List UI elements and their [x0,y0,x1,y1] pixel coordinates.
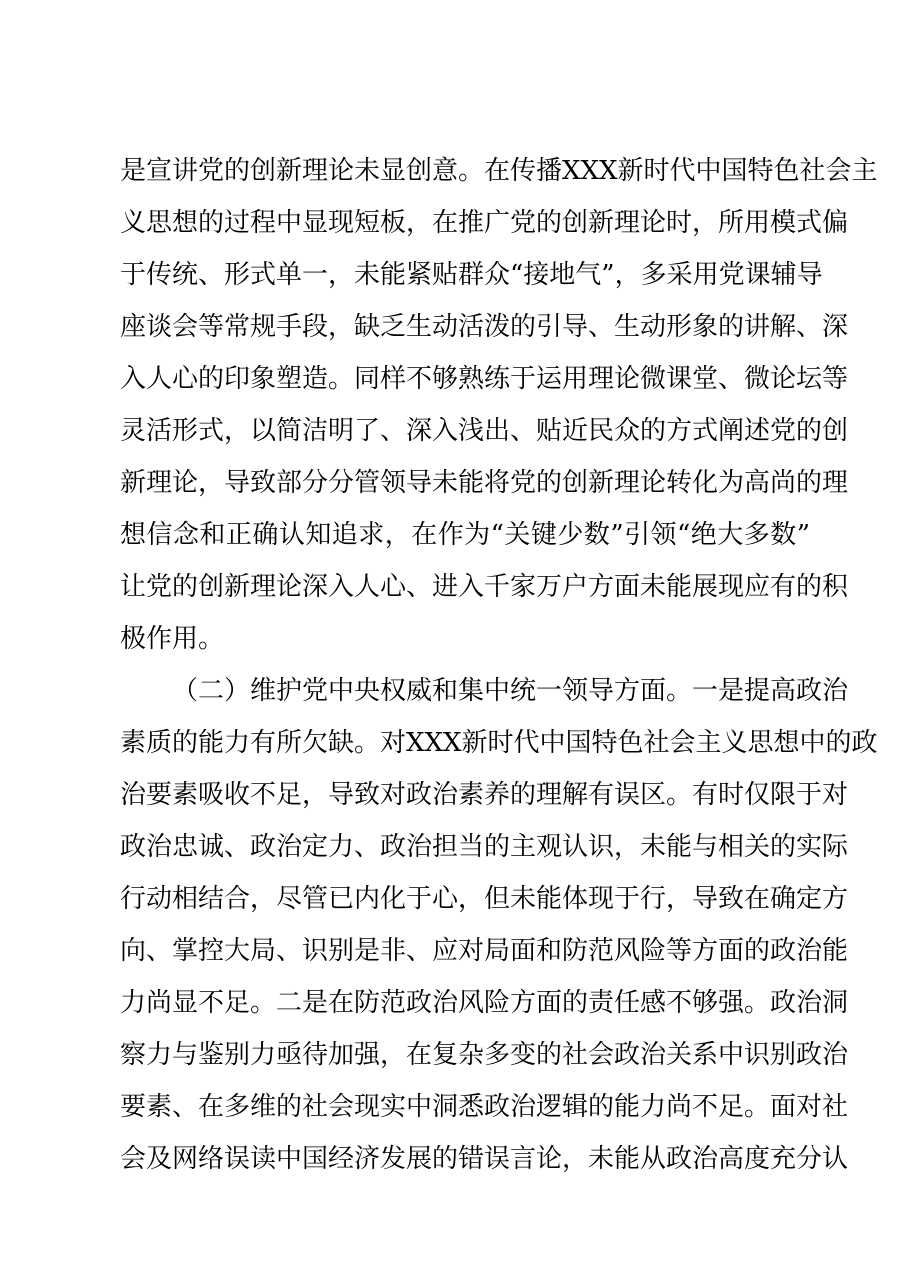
text-line: 想信念和正确认知追求，在作为“关键少数”引领“绝大多数” [120,520,810,550]
text-line: 向、掌控大局、识别是非、应对局面和防范风险等方面的政治能 [120,936,849,966]
text-line: 极作用。 [120,624,225,654]
text-line: 义思想的过程中显现短板，在推广党的创新理论时，所用模式偏 [120,208,849,238]
text-line: 要素、在多维的社会现实中洞悉政治逻辑的能力尚不足。面对社 [120,1092,849,1122]
text-line: 新理论，导致部分分管领导未能将党的创新理论转化为高尚的理 [120,468,849,498]
text-line: 力尚显不足。二是在防范政治风险方面的责任感不够强。政治洞 [120,988,849,1018]
text-line: 入人心的印象塑造。同样不够熟练于运用理论微课堂、微论坛等 [120,364,849,394]
paragraph-1 [120,145,878,665]
text-line: 行动相结合，尽管已内化于心，但未能体现于行，导致在确定方 [120,884,849,914]
text-line: 治要素吸收不足，导致对政治素养的理解有误区。有时仅限于对 [120,780,849,810]
text-line: 是宣讲党的创新理论未显创意。在传播XXX新时代中国特色社会主 [120,156,878,186]
text-line: 政治忠诚、政治定力、政治担当的主观认识，未能与相关的实际 [120,832,849,862]
text-line: 灵活形式，以简洁明了、深入浅出、贴近民众的方式阐述党的创 [120,416,849,446]
document-body [120,145,878,1185]
text-line: 于传统、形式单一，未能紧贴群众“接地气”，多采用党课辅导 [120,260,823,290]
paragraph-2 [120,665,878,1185]
text-line: 察力与鉴别力亟待加强，在复杂多变的社会政治关系中识别政治 [120,1040,849,1070]
section-heading-line: （二）维护党中央权威和集中统一领导方面。一是提高政治 [172,676,849,706]
text-line: 让党的创新理论深入人心、进入千家万户方面未能展现应有的积 [120,572,849,602]
text-line: 素质的能力有所欠缺。对XXX新时代中国特色社会主义思想中的政 [120,728,878,758]
text-line: 座谈会等常规手段，缺乏生动活泼的引导、生动形象的讲解、深 [120,312,849,342]
text-line: 会及网络误读中国经济发展的错误言论，未能从政治高度充分认 [120,1144,849,1174]
